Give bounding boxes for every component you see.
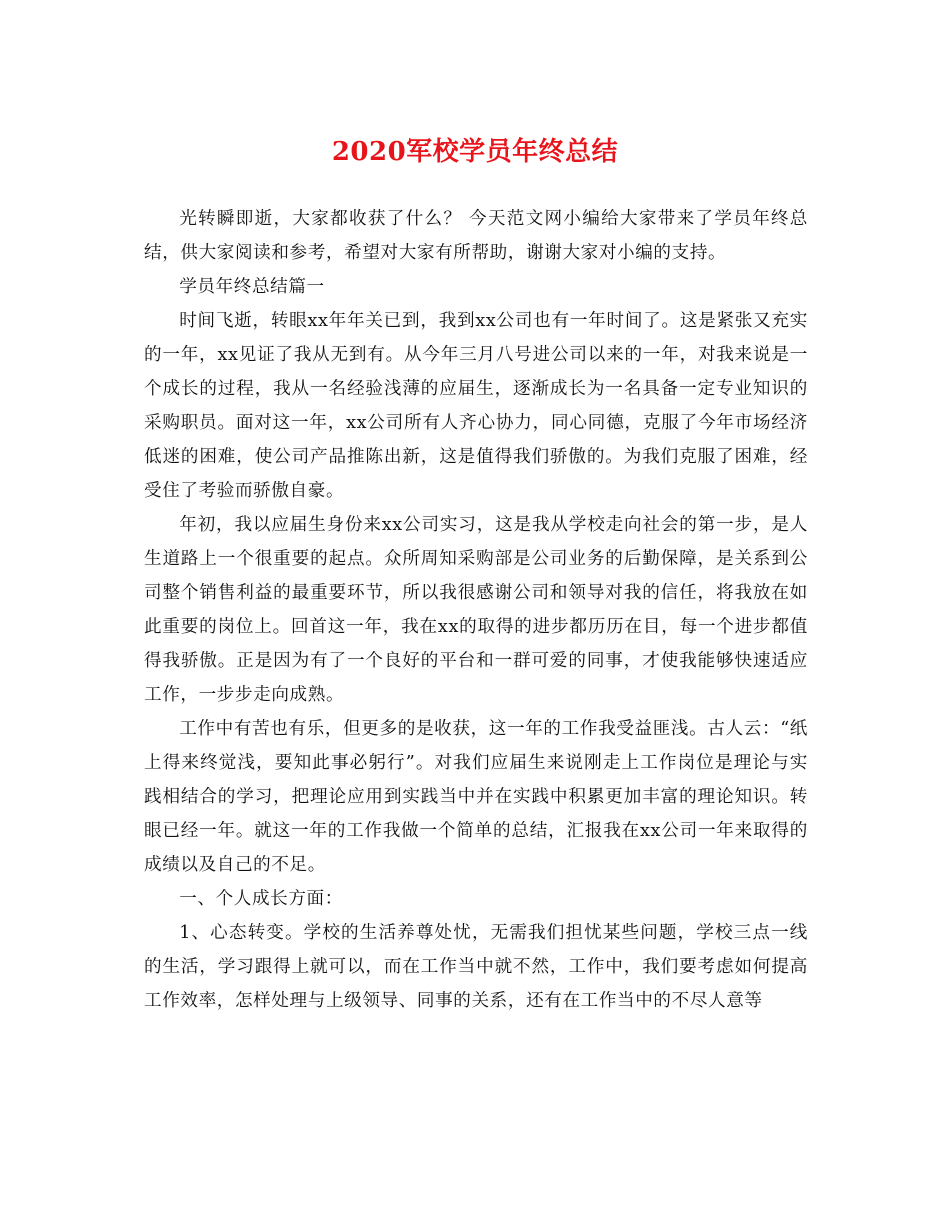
document-body [144,202,808,1018]
paragraph-intro: 光转瞬即逝，大家都收获了什么？ 今天范文网小编给大家带来了学员年终总结，供大家阅读和参考，希望对大家有所帮助，谢谢大家对小编的支持。 [144,209,808,263]
paragraph: 1、心态转变。学校的生活养尊处忧，无需我们担忧某些问题，学校三点一线的生活，学习跟得上就可以，而在工作当中就不然，工作中，我们要考虑如何提高工作效率，怎样处理与上级领导、同事的关系，还有在工作当中的不尽人意等 [144,923,808,1011]
paragraph: 时间飞逝，转眼xx年年关已到，我到xx公司也有一年时间了。这是紧张又充实的一年，xx见证了我从无到有。从今年三月八号进公司以来的一年，对我来说是一个成长的过程，我从一名经验浅薄的应届生，逐渐成长为一名具备一定专业知识的采购职员。面对这一年，xx公司所有人齐心协力，同心同德，克服了今年市场经济低迷的困难，使公司产品推陈出新，这是值得我们骄傲的。为我们克服了困难，经受住了考验而骄傲自豪。 [144,311,808,501]
section-heading: 学员年终总结篇一 [179,277,325,297]
subsection-heading: 一、个人成长方面： [179,889,343,909]
paragraph: 年初，我以应届生身份来xx公司实习，这是我从学校走向社会的第一步，是人生道路上一个很重要的起点。众所周知采购部是公司业务的后勤保障，是关系到公司整个销售利益的最重要环节，所以我很感谢公司和领导对我的信任，将我放在如此重要的岗位上。回首这一年，我在xx的取得的进步都历历在目，每一个进步都值得我骄傲。正是因为有了一个良好的平台和一群可爱的同事，才使我能够快速适应工作，一步步走向成熟。 [144,515,808,705]
document-title: 2020军校学员年终总结 [331,137,619,167]
paragraph: 工作中有苦也有乐，但更多的是收获，这一年的工作我受益匪浅。古人云：“纸上得来终觉浅，要知此事必躬行”。对我们应届生来说刚走上工作岗位是理论与实践相结合的学习，把理论应用到实践当中并在实践中积累更加丰富的理论知识。转眼已经一年。就这一年的工作我做一个简单的总结，汇报我在xx公司一年来取得的成绩以及自己的不足。 [144,719,808,875]
